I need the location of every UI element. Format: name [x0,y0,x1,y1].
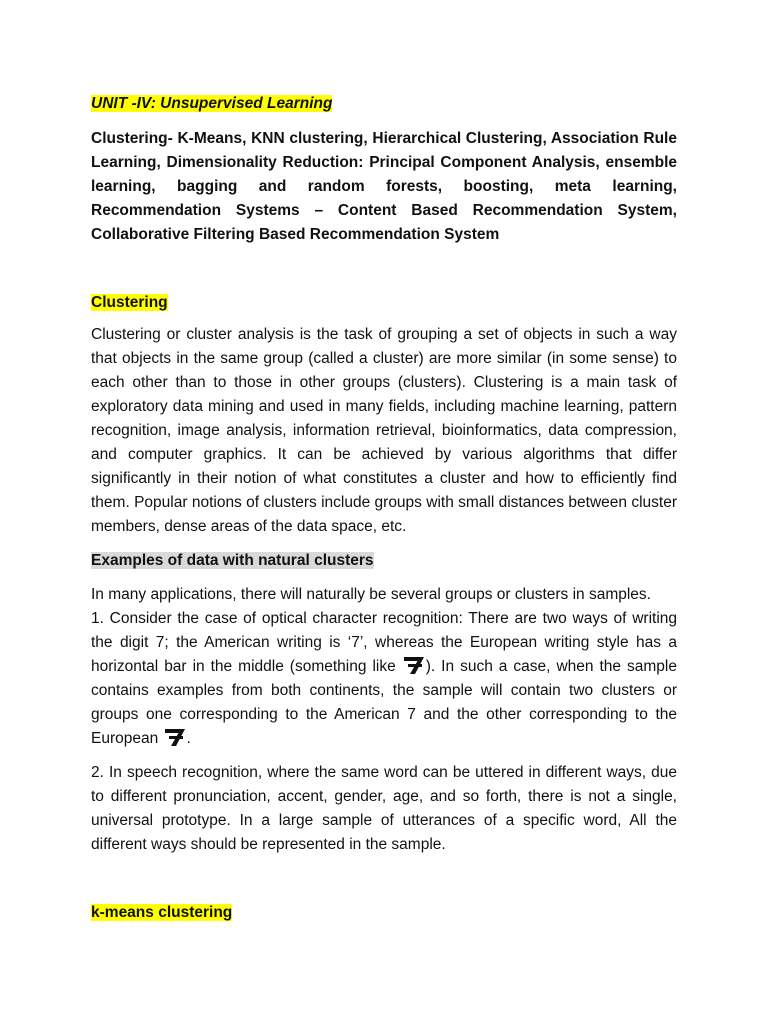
clustering-paragraph: Clustering or cluster analysis is the task of grouping a set of objects in such a way that objects in the same group (called a cluster) are more similar (in some sense) to each other than to those in other groups (clusters). Clustering is a main task of exploratory data mining and used in many fields, including machine learning, pattern recognition, image analysis, information retrieval, bioinformatics, data compression, and computer graphics. It can be achieved by various algorithms that differ significantly in their notion of what constitutes a cluster and how to efficiently find them. Popular notions of clusters include groups with small distances between cluster members, dense areas of the data space, etc. [91,326,677,535]
example-2-paragraph: 2. In speech recognition, where the same word can be uttered in different ways, due to different pronunciation, accent, gender, age, and so forth, there is not a single, universal prototype. In a large sample of utterances of a specific word, All the different ways should be represented in the sample. [91,764,677,853]
topics-list: Clustering- K-Means, KNN clustering, Hierarchical Clustering, Association Rule Learning, Dimensionality Reduction: Principal Component Analysis, ensemble learning, bagging and random forests, boosting, meta learning, Recommendation Systems – Content Based Recommendation System, Collaborative Filtering Based Recommendation System [91,130,677,243]
kmeans-heading [91,902,232,924]
examples-heading-text: Examples of data with natural clusters [91,552,374,569]
example-1-text-c: . [186,730,191,747]
kmeans-heading-text: k-means clustering [91,904,233,921]
unit-title-text: UNIT -IV: Unsupervised Learning [91,95,333,112]
examples-heading [91,550,374,572]
clustering-heading [91,292,168,314]
unit-title [91,94,332,114]
european-seven-icon [402,655,426,675]
example-1-text-a: 1. Consider the case of optical character recognition: There are two ways of writing the digit 7; the American writing is ‘7’, whereas the European writing style has a horizontal bar in the middle (something like [91,610,677,675]
example-1-text-b: ). In such a case, when the sample contains examples from both continents, the sample will contain two clusters or groups one corresponding to the American 7 and the other corresponding to the European [91,658,677,747]
examples-intro: In many applications, there will naturally be several groups or clusters in samples. [91,586,651,603]
clustering-heading-text: Clustering [91,294,168,311]
european-seven-icon [163,727,187,747]
examples-paragraph [91,583,677,751]
